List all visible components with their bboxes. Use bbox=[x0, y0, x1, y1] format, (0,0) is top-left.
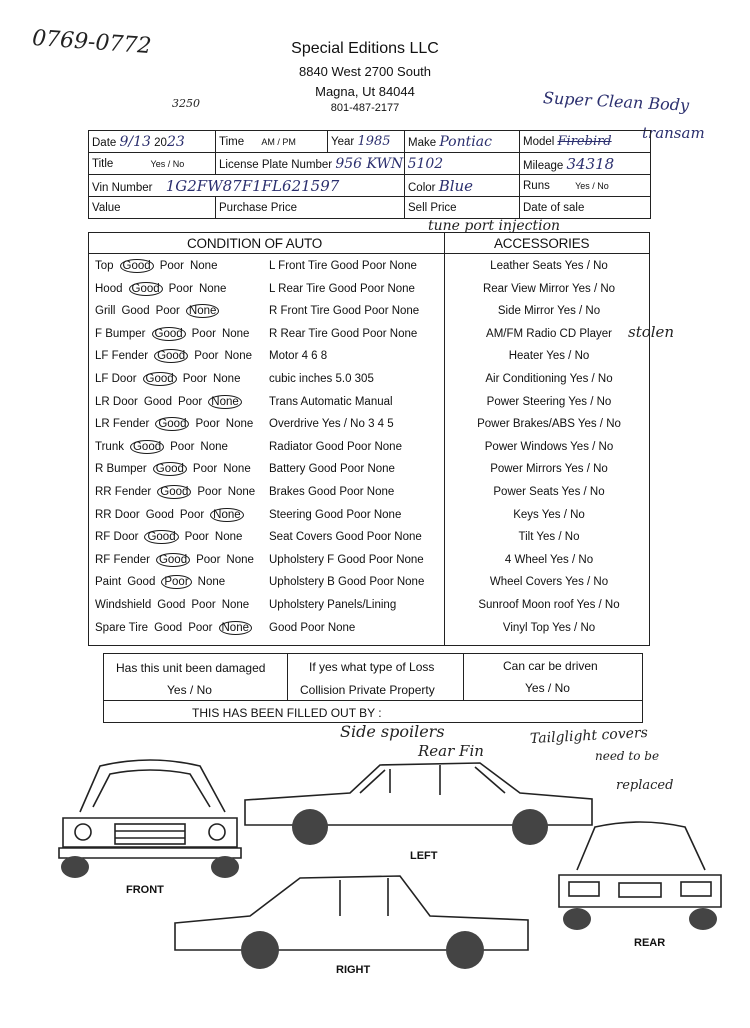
condition-row bbox=[89, 573, 649, 596]
accessory-item[interactable]: Heater Yes / No bbox=[508, 350, 590, 363]
condition-item[interactable] bbox=[95, 576, 225, 588]
stolen-note: stolen bbox=[628, 323, 675, 341]
sell-price-cell[interactable]: Sell Price bbox=[405, 197, 520, 219]
taillight-note-2: need to be bbox=[595, 749, 660, 763]
condition-option[interactable]: None bbox=[208, 395, 242, 409]
condition-option[interactable]: Poor bbox=[184, 531, 209, 544]
vehicle-info-table bbox=[88, 130, 651, 219]
taillight-note-1: Tailglight covers bbox=[529, 724, 649, 748]
condition-option[interactable]: None bbox=[225, 418, 254, 431]
condition-option[interactable]: None bbox=[186, 304, 220, 318]
condition-item-label: Windshield bbox=[95, 598, 152, 611]
condition-option[interactable]: Poor bbox=[191, 598, 216, 611]
condition-item[interactable] bbox=[95, 599, 249, 611]
condition-option[interactable]: Good bbox=[157, 485, 191, 499]
condition-option[interactable]: Good bbox=[130, 440, 164, 454]
accessory-item[interactable]: Wheel Covers Yes / No bbox=[489, 576, 609, 589]
condition-option[interactable]: Good bbox=[145, 508, 174, 521]
mechanical-item[interactable]: Brakes Good Poor None bbox=[269, 485, 395, 498]
condition-option[interactable]: Poor bbox=[161, 575, 191, 589]
condition-item-label: R Bumper bbox=[95, 463, 147, 476]
doc-range-note: 0769-0772 bbox=[31, 25, 153, 60]
condition-title: CONDITION OF AUTO bbox=[187, 236, 323, 251]
condition-item[interactable] bbox=[95, 350, 252, 362]
condition-option[interactable]: Good bbox=[153, 462, 187, 476]
condition-row bbox=[89, 528, 649, 551]
mechanical-item[interactable]: Motor 4 6 8 bbox=[269, 350, 328, 363]
condition-option[interactable]: Good bbox=[156, 553, 190, 567]
company-address: 8840 West 2700 South bbox=[298, 64, 432, 79]
condition-item[interactable] bbox=[95, 509, 244, 521]
condition-row bbox=[89, 506, 649, 529]
condition-option[interactable]: None bbox=[224, 350, 252, 363]
mechanical-item[interactable]: Overdrive Yes / No 3 4 5 bbox=[269, 418, 394, 431]
condition-row bbox=[89, 393, 649, 416]
condition-option[interactable]: Poor bbox=[177, 395, 203, 408]
transam-note: transam bbox=[642, 124, 705, 142]
condition-item-label: Trunk bbox=[95, 440, 124, 453]
year-cell[interactable]: Year 1985 bbox=[328, 131, 405, 153]
color-cell[interactable]: Color Blue bbox=[405, 175, 520, 197]
condition-option[interactable]: Good bbox=[154, 621, 183, 634]
condition-item-label: Grill bbox=[95, 305, 116, 318]
condition-row bbox=[89, 280, 649, 303]
condition-option[interactable]: Poor bbox=[191, 327, 216, 340]
accessory-item[interactable]: Power Windows Yes / No bbox=[484, 440, 614, 453]
condition-item[interactable] bbox=[95, 373, 240, 385]
accessory-item[interactable]: Rear View Mirror Yes / No bbox=[482, 282, 616, 295]
mechanical-item[interactable]: Good Poor None bbox=[269, 621, 356, 634]
condition-option[interactable]: None bbox=[227, 485, 256, 498]
accessory-item[interactable]: Power Steering Yes / No bbox=[486, 395, 612, 408]
condition-option[interactable]: Good bbox=[154, 349, 188, 363]
condition-item[interactable] bbox=[95, 260, 217, 272]
condition-item-label: LF Door bbox=[95, 372, 137, 385]
mechanical-item[interactable]: Steering Good Poor None bbox=[269, 508, 402, 521]
tune-port-note: tune port injection bbox=[428, 218, 561, 234]
mileage-cell[interactable]: Mileage 34318 bbox=[520, 153, 651, 175]
condition-item-label: LR Door bbox=[95, 395, 138, 408]
drivable-question: Can car be driven bbox=[503, 659, 598, 673]
condition-item-label: Top bbox=[95, 260, 114, 272]
rear-car-diagram bbox=[555, 815, 725, 935]
condition-option[interactable]: None bbox=[212, 372, 241, 385]
condition-row bbox=[89, 302, 649, 325]
condition-option[interactable]: None bbox=[226, 553, 254, 566]
condition-option[interactable]: Good bbox=[143, 395, 172, 408]
condition-item-label: RR Fender bbox=[95, 485, 152, 498]
mechanical-item[interactable]: Seat Covers Good Poor None bbox=[269, 531, 422, 544]
condition-item-label: F Bumper bbox=[95, 327, 146, 340]
condition-option[interactable]: Good bbox=[155, 417, 189, 431]
condition-option[interactable]: Good bbox=[120, 259, 154, 273]
mechanical-item[interactable]: cubic inches 5.0 305 bbox=[269, 372, 374, 385]
plate-cell[interactable]: License Plate Number 956 KWN 5102 bbox=[216, 153, 405, 175]
model-cell[interactable]: Model Firebird bbox=[520, 131, 651, 153]
condition-option[interactable]: Poor bbox=[170, 440, 195, 453]
condition-row bbox=[89, 596, 649, 619]
condition-option[interactable]: None bbox=[200, 440, 228, 453]
condition-option[interactable]: Poor bbox=[197, 485, 222, 498]
condition-item[interactable] bbox=[95, 622, 252, 634]
left-label: LEFT bbox=[410, 850, 438, 862]
condition-item-label: RF Fender bbox=[95, 553, 150, 566]
condition-item-label: RR Door bbox=[95, 508, 140, 521]
condition-option[interactable]: Poor bbox=[194, 350, 219, 363]
condition-item[interactable] bbox=[95, 463, 251, 475]
mechanical-item[interactable]: L Front Tire Good Poor None bbox=[269, 260, 417, 272]
condition-option[interactable]: None bbox=[221, 598, 250, 611]
condition-row bbox=[89, 551, 649, 574]
condition-option[interactable]: Good bbox=[144, 530, 178, 544]
condition-row bbox=[89, 370, 649, 393]
condition-item[interactable] bbox=[95, 283, 226, 295]
mechanical-item[interactable]: Battery Good Poor None bbox=[269, 463, 395, 476]
loss-options[interactable]: Collision Private Property bbox=[300, 683, 435, 697]
condition-item-label: LR Fender bbox=[95, 418, 150, 431]
condition-row bbox=[89, 619, 649, 642]
filled-by-label: THIS HAS BEEN FILLED OUT BY : bbox=[192, 706, 382, 720]
condition-option[interactable]: Good bbox=[121, 305, 150, 318]
condition-option[interactable]: Poor bbox=[196, 553, 221, 566]
company-city: Magna, Ut 84044 bbox=[315, 84, 415, 99]
condition-option[interactable]: Poor bbox=[179, 508, 205, 521]
accessory-item[interactable]: 4 Wheel Yes / No bbox=[504, 553, 594, 566]
mechanical-item[interactable]: Upholstery Panels/Lining bbox=[269, 598, 397, 611]
condition-item-label: Paint bbox=[95, 576, 122, 589]
condition-option[interactable]: Poor bbox=[182, 372, 207, 385]
condition-row bbox=[89, 257, 649, 280]
purchase-price-cell[interactable]: Purchase Price bbox=[216, 197, 405, 219]
mechanical-item[interactable]: R Front Tire Good Poor None bbox=[269, 305, 420, 318]
condition-option[interactable]: None bbox=[223, 463, 251, 476]
accessory-item[interactable]: Leather Seats Yes / No bbox=[490, 260, 608, 272]
accessory-item[interactable]: AM/FM Radio CD Player bbox=[486, 327, 612, 340]
date-cell[interactable]: Date 9/13 2023 bbox=[89, 131, 216, 153]
condition-option[interactable]: None bbox=[210, 508, 244, 522]
accessory-item[interactable]: Sunroof Moon roof Yes / No bbox=[478, 598, 620, 611]
price-note: 3250 bbox=[172, 97, 200, 110]
condition-item[interactable] bbox=[95, 441, 228, 453]
accessory-item[interactable]: Tilt Yes / No bbox=[518, 531, 580, 544]
accessory-item[interactable]: Air Conditioning Yes / No bbox=[485, 372, 613, 385]
condition-item[interactable] bbox=[95, 305, 219, 317]
condition-row bbox=[89, 415, 649, 438]
rear-fin-note: Rear Fin bbox=[418, 742, 484, 760]
damage-options[interactable]: Yes / No bbox=[167, 683, 212, 697]
condition-item[interactable] bbox=[95, 554, 254, 566]
damage-question: Has this unit been damaged bbox=[116, 661, 266, 675]
condition-item[interactable] bbox=[95, 486, 255, 498]
condition-option[interactable]: Poor bbox=[195, 418, 220, 431]
runs-cell[interactable]: Runs Yes / No bbox=[520, 175, 651, 197]
condition-option[interactable]: Good bbox=[129, 282, 163, 296]
condition-option[interactable]: Good bbox=[127, 576, 156, 589]
condition-option[interactable]: Poor bbox=[188, 621, 213, 634]
accessory-item[interactable]: Vinyl Top Yes / No bbox=[502, 621, 596, 634]
time-cell[interactable]: Time AM / PM bbox=[216, 131, 328, 153]
condition-table bbox=[88, 232, 650, 646]
condition-item-label: RF Door bbox=[95, 531, 139, 544]
condition-option[interactable]: Good bbox=[157, 598, 186, 611]
right-label: RIGHT bbox=[336, 964, 371, 976]
condition-item[interactable] bbox=[95, 531, 242, 543]
company-phone: 801-487-2177 bbox=[330, 102, 400, 114]
loss-question: If yes what type of Loss bbox=[309, 660, 435, 674]
company-name: Special Editions LLC bbox=[291, 40, 439, 57]
sale-date-cell[interactable]: Date of sale bbox=[520, 197, 651, 219]
condition-option[interactable]: Poor bbox=[168, 282, 193, 295]
condition-item[interactable] bbox=[95, 396, 242, 408]
condition-item-label: Spare Tire bbox=[95, 621, 149, 634]
condition-option[interactable]: None bbox=[221, 327, 250, 340]
drivable-options[interactable]: Yes / No bbox=[525, 681, 570, 695]
condition-item-label: LF Fender bbox=[95, 350, 149, 363]
title-cell[interactable]: Title Yes / No bbox=[89, 153, 216, 175]
super-clean-note: Super Clean Body bbox=[542, 88, 690, 115]
accessory-item[interactable]: Side Mirror Yes / No bbox=[497, 305, 601, 318]
condition-option[interactable]: Poor bbox=[155, 305, 180, 318]
accessory-item[interactable]: Power Seats Yes / No bbox=[493, 485, 605, 498]
mechanical-item[interactable]: Upholstery B Good Poor None bbox=[269, 576, 425, 589]
condition-row bbox=[89, 347, 649, 370]
accessory-item[interactable]: Power Brakes/ABS Yes / No bbox=[477, 418, 621, 431]
condition-option[interactable]: None bbox=[219, 621, 253, 635]
accessories-title: ACCESSORIES bbox=[494, 236, 590, 251]
condition-option[interactable]: Poor bbox=[192, 463, 218, 476]
mechanical-item[interactable]: R Rear Tire Good Poor None bbox=[269, 327, 418, 340]
rear-label: REAR bbox=[634, 937, 666, 949]
front-car-diagram bbox=[55, 752, 245, 887]
condition-row bbox=[89, 483, 649, 506]
make-cell[interactable]: Make Pontiac bbox=[405, 131, 520, 153]
mechanical-item[interactable]: Upholstery F Good Poor None bbox=[269, 553, 424, 566]
condition-option[interactable]: None bbox=[189, 260, 218, 272]
taillight-note-3: replaced bbox=[616, 778, 674, 793]
condition-item-label: Hood bbox=[95, 282, 123, 295]
condition-option[interactable]: Poor bbox=[159, 260, 184, 272]
condition-option[interactable]: None bbox=[198, 282, 227, 295]
mechanical-item[interactable]: Radiator Good Poor None bbox=[269, 440, 402, 453]
condition-option[interactable]: Good bbox=[143, 372, 177, 386]
condition-option[interactable]: None bbox=[197, 576, 226, 589]
right-car-diagram bbox=[170, 868, 535, 968]
mechanical-item[interactable]: L Rear Tire Good Poor None bbox=[269, 282, 415, 295]
mechanical-item[interactable]: Trans Automatic Manual bbox=[269, 395, 393, 408]
left-car-diagram bbox=[240, 755, 600, 850]
value-cell[interactable]: Value bbox=[89, 197, 216, 219]
condition-item[interactable] bbox=[95, 418, 253, 430]
condition-item[interactable] bbox=[95, 328, 249, 340]
condition-option[interactable]: None bbox=[214, 531, 243, 544]
condition-row bbox=[89, 325, 649, 348]
vin-cell[interactable]: Vin Number 1G2FW87F1FL621597 bbox=[89, 175, 405, 197]
accessory-item[interactable]: Power Mirrors Yes / No bbox=[490, 463, 608, 476]
condition-row bbox=[89, 460, 649, 483]
side-spoilers-note: Side spoilers bbox=[340, 722, 445, 741]
condition-row bbox=[89, 438, 649, 461]
condition-option[interactable]: Good bbox=[152, 327, 186, 341]
damage-box bbox=[103, 653, 643, 723]
front-label: FRONT bbox=[126, 884, 164, 896]
accessory-item[interactable]: Keys Yes / No bbox=[513, 508, 585, 521]
